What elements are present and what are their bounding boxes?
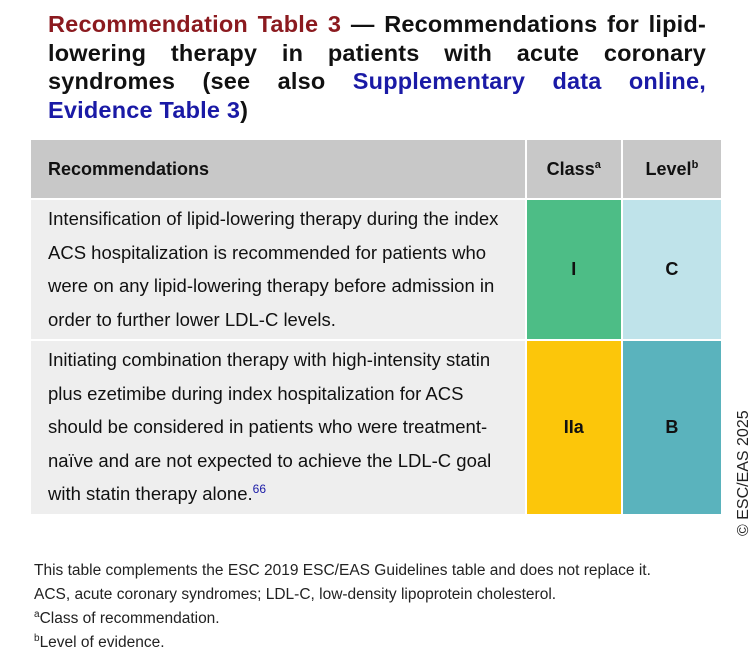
copyright-notice: © ESC/EAS 2025 bbox=[735, 410, 752, 536]
header-class bbox=[526, 139, 622, 199]
footnote-a-text: Class of recommendation. bbox=[39, 610, 220, 627]
class-cell: I bbox=[526, 199, 622, 340]
footnote-b-text: Level of evidence. bbox=[39, 634, 165, 651]
header-level bbox=[622, 139, 722, 199]
footnote-complement: This table complements the ESC 2019 ESC/EAS Guidelines table and does not replace it. bbox=[34, 562, 651, 579]
footnote-a-mark: a bbox=[34, 608, 40, 620]
header-class-footnote-mark: a bbox=[594, 158, 601, 171]
header-recommendations: Recommendations bbox=[30, 139, 526, 199]
footnote-b bbox=[34, 631, 734, 655]
footnote-abbreviations: ACS, acute coronary syndromes; LDL-C, low-density lipoprotein cholesterol. bbox=[34, 586, 557, 603]
header-row bbox=[30, 139, 722, 199]
title-close: ) bbox=[240, 96, 249, 123]
title-main: — Recommendations for lipid-lowering therapy in patients with acute coronary syndromes (see also bbox=[48, 11, 706, 94]
class-cell: IIa bbox=[526, 340, 622, 515]
table-row bbox=[30, 199, 722, 340]
table-title bbox=[48, 10, 706, 124]
recommendation-text bbox=[30, 199, 526, 340]
recommendation-text-body: Initiating combination therapy with high-intensity statin plus ezetimibe during index hospitalization for ACS should be considered in patients who were treatment-naïve and are not expected to achieve the LDL-C goal with statin therapy alone. bbox=[48, 349, 492, 504]
footnote-a bbox=[34, 607, 734, 631]
recommendation-text bbox=[30, 340, 526, 515]
recommendation-table bbox=[29, 138, 723, 516]
header-level-label: Level bbox=[645, 158, 692, 179]
reference-link[interactable]: 66 bbox=[252, 481, 267, 496]
table-label: Recommendation Table 3 bbox=[48, 11, 342, 37]
recommendation-text-body: Intensification of lipid-lowering therapy during the index ACS hospitalization is recommended for patients who were on any lipid-lowering therapy before admission in order to further lower LDL-C levels. bbox=[48, 208, 499, 330]
level-cell: C bbox=[622, 199, 722, 340]
header-level-footnote-mark: b bbox=[691, 158, 699, 171]
footnote-b-mark: b bbox=[34, 632, 40, 644]
header-class-label: Class bbox=[546, 158, 595, 179]
table-row bbox=[30, 340, 722, 515]
footnotes bbox=[34, 559, 734, 655]
level-cell: B bbox=[622, 340, 722, 515]
supplementary-link[interactable]: Supplementary data online, Evidence Table 3 bbox=[48, 68, 706, 123]
